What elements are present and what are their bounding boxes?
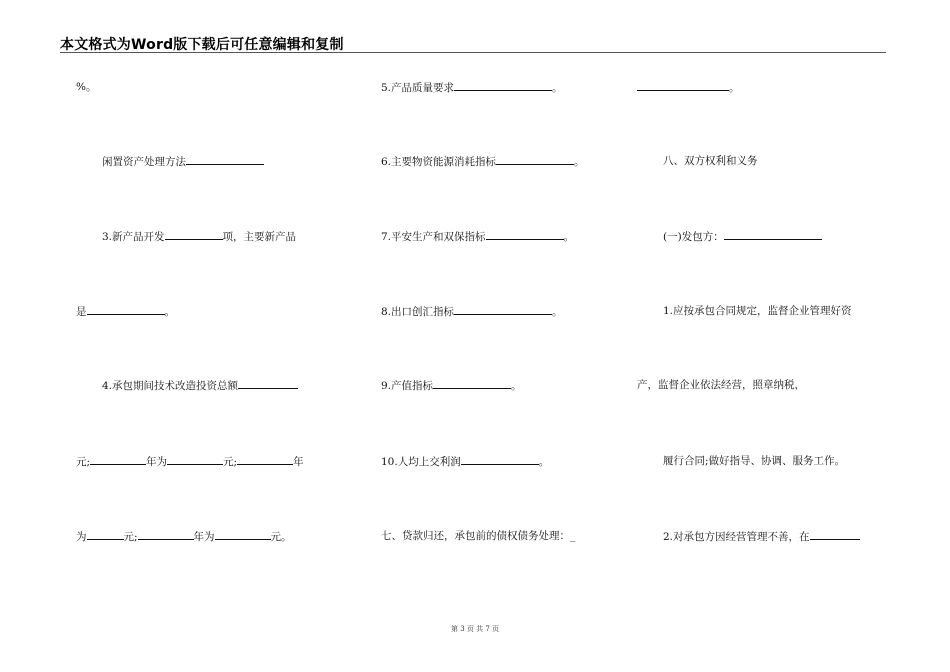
fill-blank bbox=[461, 454, 539, 465]
text-line bbox=[102, 229, 296, 244]
text-line bbox=[381, 529, 575, 543]
text-line bbox=[76, 304, 175, 319]
text: 7.平安生产和双保指标 bbox=[381, 231, 486, 243]
fill-blank bbox=[165, 229, 223, 240]
fill-blank bbox=[87, 304, 165, 315]
text: 元。 bbox=[270, 531, 292, 543]
fill-blank bbox=[433, 378, 511, 389]
text: 。 bbox=[552, 82, 563, 94]
text-line bbox=[663, 529, 860, 544]
document-header-title: 本文格式为Word版下载后可任意编辑和复制 bbox=[60, 37, 344, 53]
fill-blank bbox=[810, 529, 860, 540]
text: 。 bbox=[164, 306, 175, 318]
fill-blank bbox=[724, 229, 822, 240]
fill-blank bbox=[215, 529, 271, 540]
text-line bbox=[76, 80, 96, 94]
text-line bbox=[637, 378, 805, 392]
text: 。 bbox=[574, 156, 585, 168]
fill-blank bbox=[496, 154, 574, 165]
text: 。 bbox=[563, 231, 575, 243]
text: 。 bbox=[552, 306, 563, 318]
text: 履行合同;做好指导、协调、服务工作。 bbox=[663, 455, 846, 467]
text: 5.产品质量要求 bbox=[381, 82, 455, 94]
text: 项，主要新产品 bbox=[222, 231, 297, 243]
fill-blank bbox=[90, 454, 146, 465]
text: 闲置资产处理方法 bbox=[102, 156, 186, 168]
text-line bbox=[381, 304, 563, 319]
text: 4.承包期间技术改造投资总额 bbox=[102, 380, 239, 392]
fill-blank bbox=[167, 454, 223, 465]
fill-blank bbox=[454, 304, 552, 315]
fill-blank bbox=[186, 154, 264, 165]
page-number: 第 3 页 共 7 页 bbox=[450, 625, 500, 633]
text-line bbox=[381, 80, 563, 95]
text: 2.对承包方因经营管理不善，在 bbox=[663, 531, 810, 543]
text: 是 bbox=[76, 306, 87, 318]
text-line bbox=[102, 378, 298, 393]
text: 八、双方权利和义务 bbox=[663, 155, 758, 167]
text: 3.新产品开发 bbox=[102, 231, 165, 243]
text: 元; bbox=[223, 456, 238, 468]
fill-blank bbox=[237, 454, 293, 465]
fill-blank bbox=[238, 378, 298, 389]
text-line bbox=[663, 454, 845, 468]
text-line bbox=[663, 304, 852, 318]
text: 年为 bbox=[146, 456, 168, 468]
text-line bbox=[381, 154, 585, 169]
text: 8.出口创汇指标 bbox=[381, 306, 455, 318]
text: 元; bbox=[76, 456, 91, 468]
text-line bbox=[381, 454, 549, 469]
text: %。 bbox=[76, 81, 97, 93]
text: 。 bbox=[729, 82, 740, 94]
text-line bbox=[637, 80, 740, 95]
text-line bbox=[663, 229, 822, 244]
text: 。 bbox=[538, 456, 550, 468]
text-line bbox=[102, 154, 264, 169]
text-line bbox=[663, 154, 758, 168]
text: 年 bbox=[293, 456, 304, 468]
fill-blank bbox=[138, 529, 194, 540]
text: 产，监督企业依法经营，照章纳税， bbox=[637, 379, 805, 391]
text: 10.人均上交利润 bbox=[381, 456, 461, 468]
text: 年为 bbox=[193, 531, 215, 543]
text-line bbox=[76, 529, 292, 544]
fill-blank bbox=[87, 529, 124, 540]
text: 6.主要物资能源消耗指标 bbox=[381, 156, 497, 168]
header-divider bbox=[60, 52, 886, 53]
text-line bbox=[76, 454, 304, 469]
text: 为 bbox=[76, 531, 87, 543]
fill-blank bbox=[486, 229, 564, 240]
fill-blank bbox=[637, 80, 729, 91]
text: 元; bbox=[123, 531, 138, 543]
text: 1.应按承包合同规定，监督企业管理好资 bbox=[663, 305, 852, 317]
text-line bbox=[381, 229, 574, 244]
text: 。 bbox=[511, 380, 522, 392]
text-line bbox=[381, 378, 522, 393]
text: (一)发包方： bbox=[663, 231, 724, 243]
text: 9.产值指标 bbox=[381, 380, 434, 392]
fill-blank bbox=[454, 80, 552, 91]
text: 七、贷款归还，承包前的债权债务处理：_ bbox=[381, 530, 576, 542]
